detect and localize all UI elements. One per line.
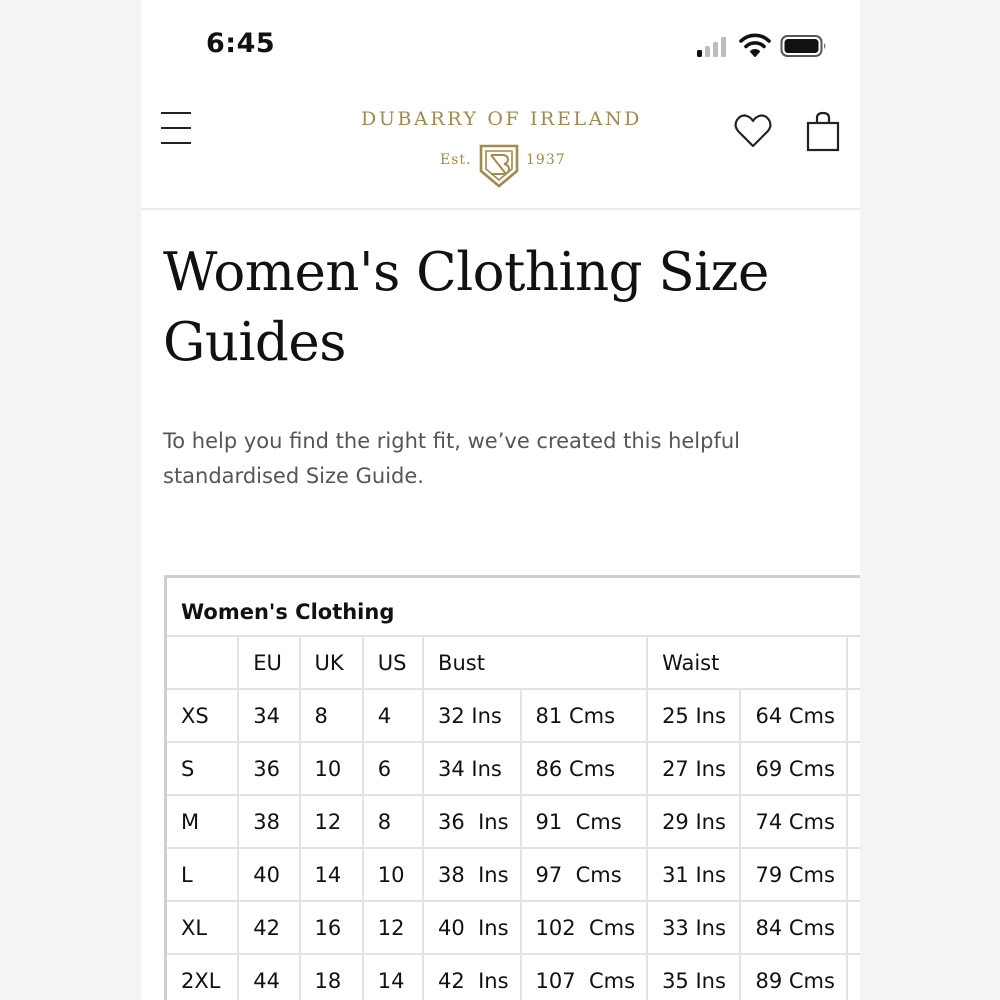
waist-in-cell: 25 Ins (647, 689, 740, 742)
waist-in-cell: 31 Ins (647, 848, 740, 901)
uk-cell: 14 (300, 848, 363, 901)
waist-cm-cell: 64 Cms (740, 689, 847, 742)
us-cell: 10 (363, 848, 423, 901)
bust-cm-cell: 102 Cms (521, 901, 648, 954)
us-cell: 8 (363, 795, 423, 848)
bust-cm-cell: 107 Cms (521, 954, 648, 1000)
size-table (167, 635, 860, 1000)
size-cell: S (167, 742, 238, 795)
bust-in-cell: 34 Ins (423, 742, 521, 795)
bust-in-cell: 36 Ins (423, 795, 521, 848)
bust-in-cell: 40 Ins (423, 901, 521, 954)
phone-screen (141, 0, 860, 1000)
uk-cell: 10 (300, 742, 363, 795)
header-divider (141, 208, 860, 210)
brand-crest-icon[interactable] (478, 143, 520, 189)
size-cell: L (167, 848, 238, 901)
eu-cell: 40 (238, 848, 299, 901)
bust-in-cell: 42 Ins (423, 954, 521, 1000)
overflow-cell (847, 742, 860, 795)
waist-cm-cell: 69 Cms (740, 742, 847, 795)
header-cell-us: US (363, 636, 423, 689)
eu-cell: 42 (238, 901, 299, 954)
overflow-cell (847, 689, 860, 742)
uk-cell: 16 (300, 901, 363, 954)
cellular-signal-icon (697, 35, 731, 57)
waist-cm-cell: 79 Cms (740, 848, 847, 901)
table-row (167, 795, 860, 848)
bust-cm-cell: 91 Cms (521, 795, 648, 848)
waist-cm-cell: 89 Cms (740, 954, 847, 1000)
battery-icon (780, 34, 828, 58)
header-cell-uk: UK (300, 636, 363, 689)
overflow-cell (847, 848, 860, 901)
size-guide-table (164, 575, 860, 1000)
bust-cm-cell: 86 Cms (521, 742, 648, 795)
table-row (167, 742, 860, 795)
uk-cell: 18 (300, 954, 363, 1000)
eu-cell: 34 (238, 689, 299, 742)
overflow-cell (847, 901, 860, 954)
size-cell: M (167, 795, 238, 848)
waist-in-cell: 35 Ins (647, 954, 740, 1000)
brand-year-label: 1937 (526, 152, 566, 168)
bust-cm-cell: 81 Cms (521, 689, 648, 742)
overflow-cell (847, 954, 860, 1000)
us-cell: 6 (363, 742, 423, 795)
waist-in-cell: 27 Ins (647, 742, 740, 795)
intro-text: To help you find the right fit, we’ve created this helpful standardised Size Guide. (163, 429, 741, 488)
us-cell: 4 (363, 689, 423, 742)
uk-cell: 8 (300, 689, 363, 742)
table-caption: Women's Clothing (181, 600, 395, 624)
size-cell: 2XL (167, 954, 238, 1000)
overflow-cell (847, 795, 860, 848)
brand-logo-text[interactable]: DUBARRY OF IRELAND (361, 108, 643, 130)
table-row (167, 954, 860, 1000)
bust-in-cell: 38 Ins (423, 848, 521, 901)
size-cell: XL (167, 901, 238, 954)
waist-in-cell: 33 Ins (647, 901, 740, 954)
header-cell-eu: EU (238, 636, 299, 689)
us-cell: 14 (363, 954, 423, 1000)
wifi-icon (739, 32, 771, 58)
header-cell-waist: Waist (647, 636, 847, 689)
eu-cell: 38 (238, 795, 299, 848)
waist-cm-cell: 74 Cms (740, 795, 847, 848)
brand-est-label: Est. (440, 152, 472, 168)
table-row (167, 901, 860, 954)
shopping-bag-icon[interactable] (806, 110, 840, 152)
page-title: Women's Clothing Size Guides (163, 242, 769, 373)
table-row (167, 689, 860, 742)
eu-cell: 36 (238, 742, 299, 795)
bust-in-cell: 32 Ins (423, 689, 521, 742)
header-cell-size (167, 636, 238, 689)
bust-cm-cell: 97 Cms (521, 848, 648, 901)
waist-in-cell: 29 Ins (647, 795, 740, 848)
uk-cell: 12 (300, 795, 363, 848)
header-cell-overflow (847, 636, 860, 689)
heart-icon[interactable] (733, 112, 773, 150)
table-header-row (167, 636, 860, 689)
hamburger-menu-icon[interactable] (161, 110, 193, 146)
header-cell-bust: Bust (423, 636, 647, 689)
status-time: 6:45 (206, 28, 276, 59)
eu-cell: 44 (238, 954, 299, 1000)
size-cell: XS (167, 689, 238, 742)
us-cell: 12 (363, 901, 423, 954)
waist-cm-cell: 84 Cms (740, 901, 847, 954)
table-row (167, 848, 860, 901)
